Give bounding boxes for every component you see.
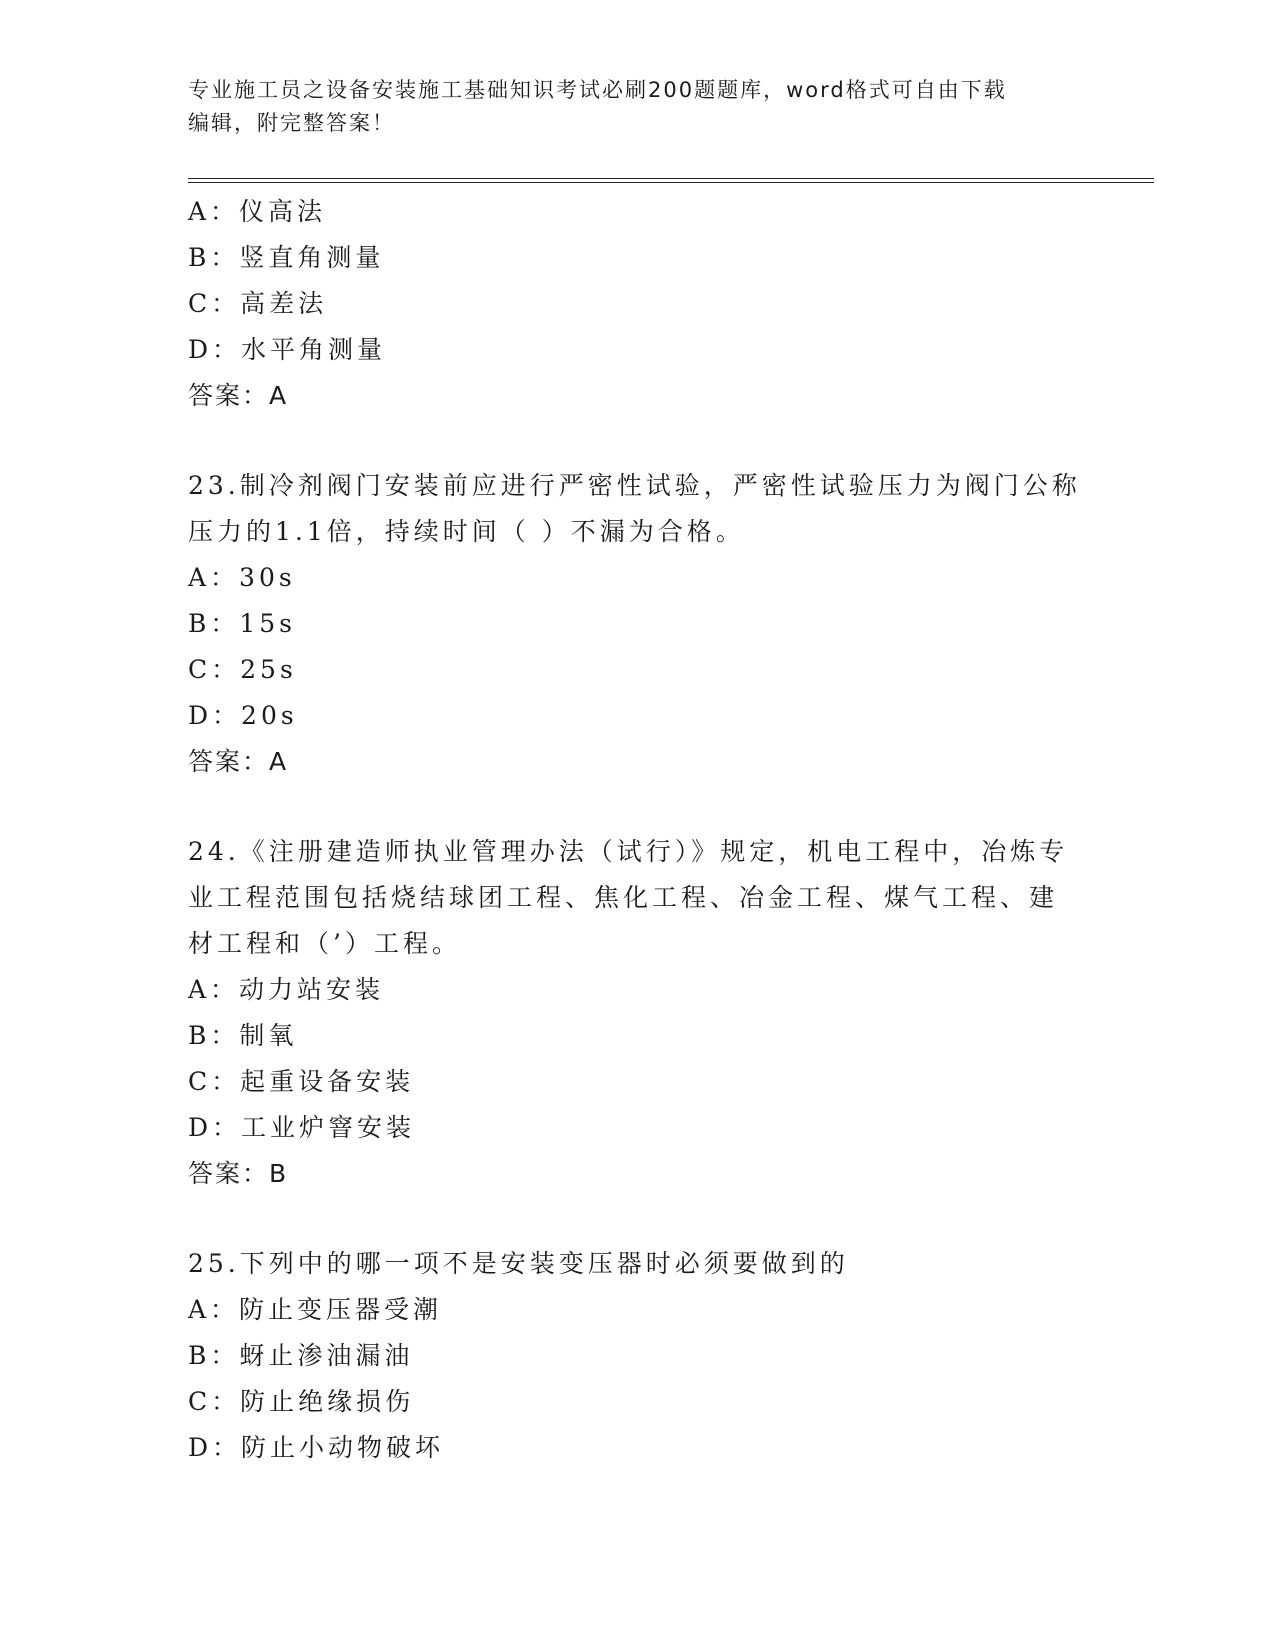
option-a: A：30s (188, 563, 296, 592)
option-d: D：水平角测量 (188, 335, 387, 364)
header-line-2: 编辑，附完整答案！ (188, 111, 395, 135)
option-d: D：工业炉窨安装 (188, 1113, 416, 1142)
answer-line: 答案：A (188, 747, 289, 776)
option-c: C：防止绝缘损伤 (188, 1387, 415, 1416)
option-a: A：仪高法 (188, 197, 327, 226)
question-25 (188, 1241, 1088, 1471)
header-rule-bottom (188, 182, 1154, 183)
option-b: B：竖直角测量 (188, 243, 385, 272)
answer-line: 答案：A (188, 381, 289, 410)
option-c: C：高差法 (188, 289, 328, 318)
option-b: B：蚜止渗油漏油 (188, 1341, 414, 1370)
question-stem: 业工程范围包括烧结球团工程、焦化工程、冶金工程、煤气工程、建 (188, 883, 1059, 912)
option-b: B：15s (188, 609, 297, 638)
option-b: B：制氧 (188, 1021, 298, 1050)
question-stem: 材工程和（’）工程。 (188, 929, 461, 958)
document-header (188, 74, 1088, 140)
option-d: D：防止小动物破坏 (188, 1433, 445, 1462)
answer-line: 答案：B (188, 1159, 289, 1188)
question-stem: 23.制冷剂阀门安装前应进行严密性试验，严密性试验压力为阀门公称 (188, 471, 1081, 500)
header-rule-top (188, 178, 1154, 179)
question-23 (188, 463, 1088, 785)
question-stem: 24.《注册建造师执业管理办法（试行）》规定，机电工程中，冶炼专 (188, 837, 1069, 866)
option-c: C：25s (188, 655, 297, 684)
option-a: A：动力站安装 (188, 975, 385, 1004)
question-stem: 25.下列中的哪一项不是安装变压器时必须要做到的 (188, 1249, 849, 1278)
question-24 (188, 829, 1088, 1197)
option-c: C：起重设备安装 (188, 1067, 415, 1096)
header-line-1: 专业施工员之设备安装施工基础知识考试必刷200题题库，word格式可自由下载 (188, 78, 1007, 102)
option-d: D：20s (188, 701, 298, 730)
question-stem: 压力的1.1倍，持续时间（ ）不漏为合格。 (188, 517, 745, 546)
option-a: A：防止变压器受潮 (188, 1295, 443, 1324)
question-list (188, 189, 1088, 1471)
question-22 (188, 189, 1088, 419)
